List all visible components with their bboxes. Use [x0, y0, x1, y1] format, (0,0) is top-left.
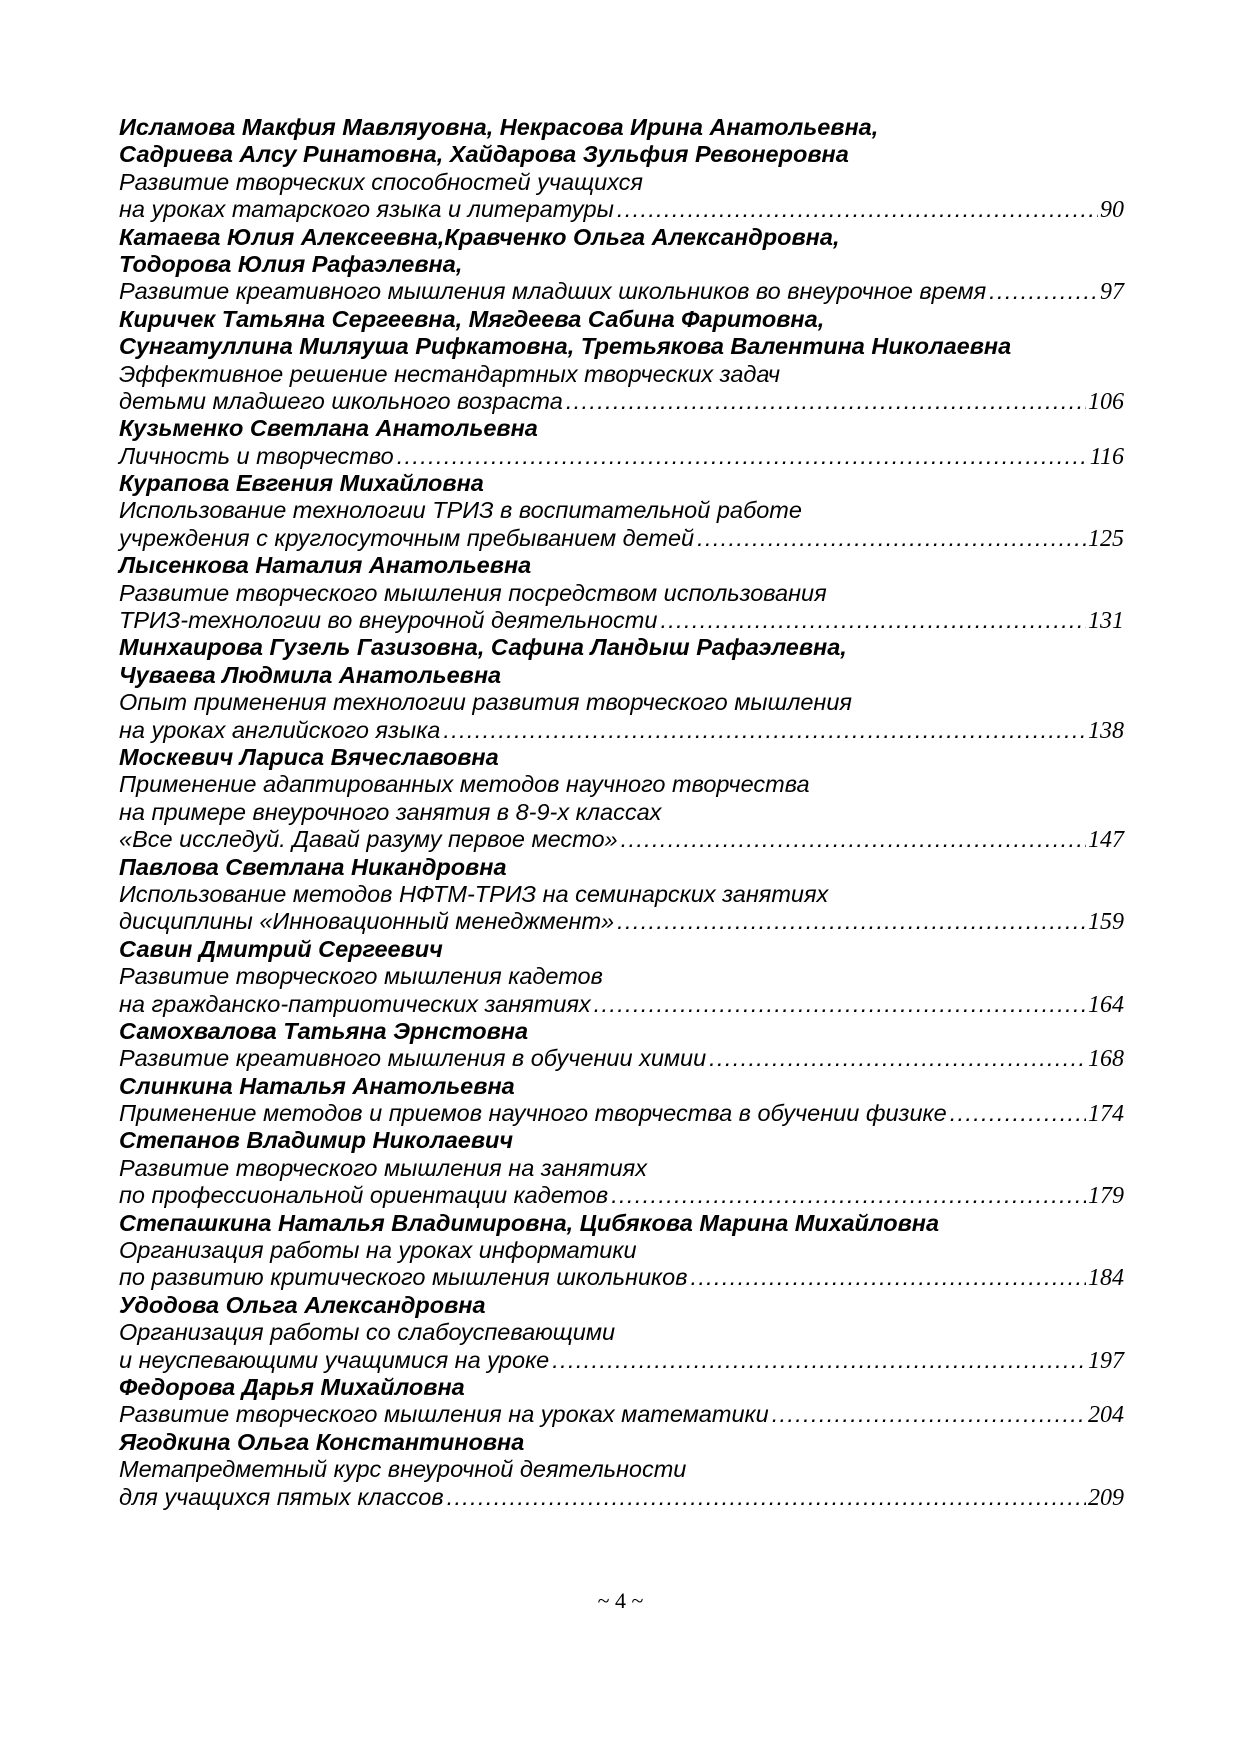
toc-entry	[119, 470, 1124, 552]
dot-leader	[397, 443, 1088, 470]
title-last-line	[119, 607, 1124, 634]
title-line: Развитие творческого мышления на занятиях	[119, 1154, 647, 1181]
title-line: и неуспевающими учащимися на уроке	[119, 1346, 550, 1373]
dot-leader	[552, 1347, 1086, 1374]
toc-entry	[119, 854, 1124, 936]
page-ref: 90	[1100, 197, 1124, 224]
title-line: Развитие творческого мышления на уроках математики	[119, 1401, 769, 1428]
title-line: Развитие креативного мышления младших школьников во внеурочное время	[119, 278, 987, 305]
title-line: ТРИЗ-технологии во внеурочной деятельности	[119, 607, 658, 634]
toc-entry	[119, 1429, 1124, 1511]
page-ref: 159	[1088, 909, 1124, 936]
title-line: Эффективное решение нестандартных творческих задач	[119, 360, 781, 387]
title-line: для учащихся пятых классов	[119, 1483, 444, 1510]
title-line: детьми младшего школьного возраста	[119, 387, 563, 414]
author-line: Садриева Алсу Ринатовна, Хайдарова Зульфия Ревонеровна	[119, 141, 849, 168]
title-last-line	[119, 1100, 1124, 1127]
dot-leader	[772, 1401, 1086, 1428]
page-ref: 179	[1088, 1183, 1124, 1210]
title-line: учреждения с круглосуточным пребыванием детей	[119, 524, 695, 551]
page-ref: 125	[1088, 525, 1124, 552]
title-line: Метапредметный курс внеурочной деятельности	[119, 1456, 687, 1483]
dot-leader	[697, 525, 1086, 552]
author-line: Ягодкина Ольга Константиновна	[119, 1428, 525, 1455]
title-line: на примере внеурочного занятия в 8-9-х классах	[119, 798, 662, 825]
title-line: Использование методов НФТМ-ТРИЗ на семинарских занятиях	[119, 880, 829, 907]
author-line: Сунгатуллина Миляуша Рифкатовна, Третьякова Валентина Николаевна	[119, 333, 1012, 360]
title-line: по развитию критического мышления школьников	[119, 1264, 688, 1291]
page-ref: 184	[1088, 1265, 1124, 1292]
title-line: Развитие творческих способностей учащихся	[119, 168, 643, 195]
title-last-line	[119, 1264, 1124, 1291]
page-ref: 147	[1088, 827, 1124, 854]
title-last-line	[119, 1182, 1124, 1209]
title-line: Развитие творческого мышления посредством использования	[119, 579, 827, 606]
title-last-line	[119, 1045, 1124, 1072]
toc-entry	[119, 1018, 1124, 1073]
table-of-contents	[119, 114, 1124, 1511]
title-line: по профессиональной ориентации кадетов	[119, 1182, 609, 1209]
dot-leader	[621, 826, 1086, 853]
author-line: Слинкина Наталья Анатольевна	[119, 1072, 515, 1099]
title-last-line	[119, 388, 1124, 415]
title-line: «Все исследуй. Давай разуму первое место»	[119, 826, 618, 853]
author-line: Павлова Светлана Никандровна	[119, 853, 507, 880]
page-ref: 138	[1088, 717, 1124, 744]
toc-entry	[119, 552, 1124, 634]
dot-leader	[617, 196, 1098, 223]
dot-leader	[617, 908, 1086, 935]
author-line: Киричек Татьяна Сергеевна, Мягдеева Сабина Фаритовна,	[119, 305, 825, 332]
title-last-line	[119, 1484, 1124, 1511]
dot-leader	[989, 278, 1098, 305]
title-line: на уроках татарского языка и литературы	[119, 196, 614, 223]
author-line: Степашкина Наталья Владимировна, Цибякова Марина Михайловна	[119, 1209, 940, 1236]
dot-leader	[447, 1484, 1086, 1511]
toc-entry	[119, 306, 1124, 416]
page-ref: 168	[1088, 1046, 1124, 1073]
toc-entry	[119, 1374, 1124, 1429]
title-line: Организация работы со слабоуспевающими	[119, 1319, 616, 1346]
title-last-line	[119, 196, 1124, 223]
author-line: Лысенкова Наталия Анатольевна	[119, 552, 532, 579]
toc-entry	[119, 744, 1124, 854]
title-line: Развитие творческого мышления кадетов	[119, 963, 603, 990]
title-line: Организация работы на уроках информатики	[119, 1237, 637, 1264]
toc-entry	[119, 1073, 1124, 1128]
title-line: Использование технологии ТРИЗ в воспитательной работе	[119, 497, 802, 524]
title-last-line	[119, 1401, 1124, 1428]
title-line: Применение методов и приемов научного творчества в обучении физике	[119, 1100, 947, 1127]
author-line: Минхаирова Гузель Газизовна, Сафина Ландыш Рафаэлевна,	[119, 634, 847, 661]
author-line: Кузьменко Светлана Анатольевна	[119, 415, 538, 442]
author-line: Катаева Юлия Алексеевна,Кравченко Ольга Александровна,	[119, 223, 840, 250]
author-line: Степанов Владимир Николаевич	[119, 1127, 514, 1154]
author-line: Тодорова Юлия Рафаэлевна,	[119, 250, 463, 277]
toc-entry	[119, 1210, 1124, 1292]
toc-entry	[119, 936, 1124, 1018]
dot-leader	[709, 1045, 1086, 1072]
dot-leader	[611, 1182, 1086, 1209]
page-ref: 197	[1088, 1347, 1124, 1374]
author-line: Курапова Евгения Михайловна	[119, 470, 484, 497]
title-line: Личность и творчество	[119, 442, 394, 469]
dot-leader	[660, 607, 1086, 634]
title-line: дисциплины «Инновационный менеджмент»	[119, 908, 615, 935]
page-ref: 131	[1088, 608, 1124, 635]
dot-leader	[443, 717, 1086, 744]
dot-leader	[566, 388, 1086, 415]
author-line: Федорова Дарья Михайловна	[119, 1373, 465, 1400]
page-ref: 174	[1088, 1101, 1124, 1128]
title-line: Применение адаптированных методов научного творчества	[119, 771, 810, 798]
page-ref: 116	[1089, 443, 1124, 470]
toc-entry	[119, 634, 1124, 744]
page-ref: 204	[1088, 1402, 1124, 1429]
toc-entry	[119, 1292, 1124, 1374]
dot-leader	[950, 1100, 1086, 1127]
title-last-line	[119, 826, 1124, 853]
dot-leader	[594, 991, 1086, 1018]
page-ref: 106	[1088, 388, 1124, 415]
author-line: Самохвалова Татьяна Эрнстовна	[119, 1017, 529, 1044]
author-line: Чуваева Людмила Анатольевна	[119, 661, 502, 688]
title-last-line	[119, 278, 1124, 305]
title-line: Опыт применения технологии развития творческого мышления	[119, 689, 852, 716]
page-ref: 209	[1088, 1484, 1124, 1511]
title-line: Развитие креативного мышления в обучении химии	[119, 1045, 707, 1072]
page-ref: 97	[1100, 279, 1124, 306]
title-last-line	[119, 525, 1124, 552]
title-line: на уроках английского языка	[119, 716, 441, 743]
title-last-line	[119, 717, 1124, 744]
title-line: на гражданско-патриотических занятиях	[119, 990, 591, 1017]
page-number: ~ 4 ~	[597, 1588, 644, 1613]
title-last-line	[119, 443, 1124, 470]
title-last-line	[119, 1347, 1124, 1374]
author-line: Москевич Лариса Вячеславовна	[119, 743, 499, 770]
dot-leader	[690, 1264, 1086, 1291]
toc-entry	[119, 1127, 1124, 1209]
title-last-line	[119, 991, 1124, 1018]
title-last-line	[119, 908, 1124, 935]
toc-entry	[119, 114, 1124, 224]
page-ref: 164	[1088, 991, 1124, 1018]
author-line: Удодова Ольга Александровна	[119, 1291, 486, 1318]
toc-entry	[119, 415, 1124, 470]
toc-entry	[119, 224, 1124, 306]
author-line: Савин Дмитрий Сергеевич	[119, 935, 443, 962]
author-line: Исламова Макфия Мавляуовна, Некрасова Ирина Анатольевна,	[119, 114, 879, 140]
